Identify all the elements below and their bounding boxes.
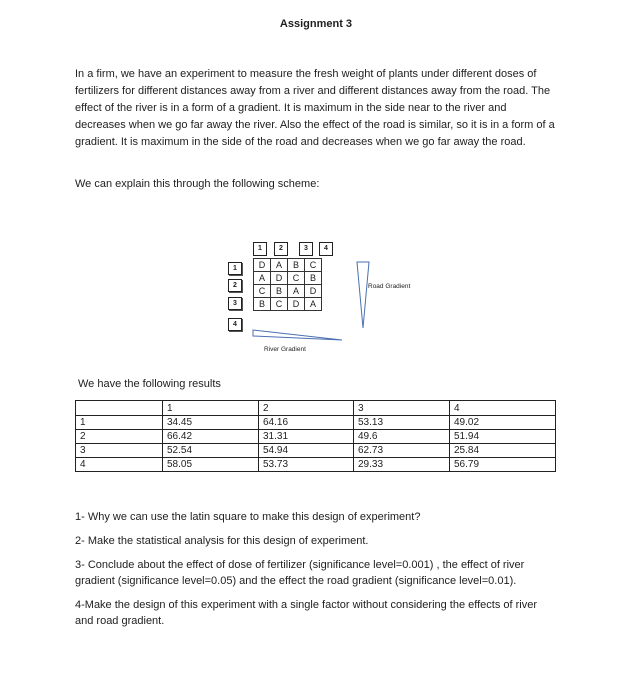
table-row bbox=[76, 430, 556, 444]
road-gradient-label: Road Gradient bbox=[368, 283, 411, 290]
grid-cell: C bbox=[254, 285, 271, 298]
column-header bbox=[76, 401, 163, 416]
column-header: 2 bbox=[259, 401, 354, 416]
river-gradient-wedge bbox=[253, 330, 342, 340]
column-header: 3 bbox=[354, 401, 450, 416]
table-cell: 66.42 bbox=[163, 430, 259, 444]
table-cell: 53.73 bbox=[259, 458, 354, 472]
column-header: 2 bbox=[274, 242, 288, 256]
grid-cell: A bbox=[271, 259, 288, 272]
grid-cell: B bbox=[288, 259, 305, 272]
table-cell: 58.05 bbox=[163, 458, 259, 472]
table-cell: 31.31 bbox=[259, 430, 354, 444]
column-header: 4 bbox=[319, 242, 333, 256]
table-cell: 62.73 bbox=[354, 444, 450, 458]
table-cell: 1 bbox=[76, 416, 163, 430]
table-header-row bbox=[76, 401, 556, 416]
table-cell: 29.33 bbox=[354, 458, 450, 472]
grid-cell: D bbox=[271, 272, 288, 285]
grid-cell: D bbox=[288, 298, 305, 311]
grid-cell: A bbox=[305, 298, 322, 311]
table-cell: 25.84 bbox=[450, 444, 556, 458]
road-gradient-wedge bbox=[357, 262, 369, 328]
questions-list bbox=[75, 509, 555, 637]
table-row bbox=[76, 416, 556, 430]
row-header: 4 bbox=[228, 318, 242, 331]
grid-row bbox=[254, 285, 322, 298]
table-cell: 54.94 bbox=[259, 444, 354, 458]
question-item: 1- Why we can use the latin square to make this design of experiment? bbox=[75, 511, 421, 523]
scheme-lead-text: We can explain this through the following scheme: bbox=[75, 178, 320, 190]
table-cell: 2 bbox=[76, 430, 163, 444]
table-cell: 53.13 bbox=[354, 416, 450, 430]
table-row bbox=[76, 444, 556, 458]
grid-row bbox=[254, 259, 322, 272]
row-header: 3 bbox=[228, 297, 242, 310]
grid-row bbox=[254, 272, 322, 285]
table-cell: 3 bbox=[76, 444, 163, 458]
table-cell: 64.16 bbox=[259, 416, 354, 430]
grid-cell: C bbox=[271, 298, 288, 311]
table-cell: 4 bbox=[76, 458, 163, 472]
grid-cell: A bbox=[254, 272, 271, 285]
table-cell: 51.94 bbox=[450, 430, 556, 444]
column-header: 3 bbox=[299, 242, 313, 256]
grid-cell: B bbox=[271, 285, 288, 298]
grid-cell: C bbox=[305, 259, 322, 272]
table-row bbox=[76, 458, 556, 472]
grid-cell: D bbox=[305, 285, 322, 298]
table-cell: 52.54 bbox=[163, 444, 259, 458]
table-cell: 49.6 bbox=[354, 430, 450, 444]
column-header: 1 bbox=[163, 401, 259, 416]
page-title: Assignment 3 bbox=[279, 18, 353, 30]
row-header: 1 bbox=[228, 262, 242, 275]
grid-row bbox=[254, 298, 322, 311]
question-item: 3- Conclude about the effect of dose of fertilizer (significance level=0.001) , the effect of river gradient (significance level=0.05) and the effect the road gradient (significance level=0.01). bbox=[75, 559, 525, 587]
grid-cell: B bbox=[254, 298, 271, 311]
row-header: 2 bbox=[228, 279, 242, 292]
river-gradient-label: River Gradient bbox=[264, 346, 306, 353]
intro-paragraph: In a firm, we have an experiment to measure the fresh weight of plants under different doses of fertilizers for different distances away from a river and different distances away from the road. The effect of the river is in a form of a gradient. It is maximum in the side near to the river and decreases when we go far away the river. Also the effect of the road is similar, so it is in a form of a gradient. It is maximum in the side of the road and decreases when we go far away the road. bbox=[75, 68, 555, 148]
grid-cell: A bbox=[288, 285, 305, 298]
results-table bbox=[75, 400, 556, 472]
latin-square-grid bbox=[253, 258, 322, 311]
question-item: 4-Make the design of this experiment with a single factor without considering the effects of river and road gradient. bbox=[75, 599, 538, 627]
question-item: 2- Make the statistical analysis for this design of experiment. bbox=[75, 535, 369, 547]
table-cell: 34.45 bbox=[163, 416, 259, 430]
grid-cell: C bbox=[288, 272, 305, 285]
grid-cell: D bbox=[254, 259, 271, 272]
results-label: We have the following results bbox=[78, 378, 221, 390]
grid-cell: B bbox=[305, 272, 322, 285]
column-header: 1 bbox=[253, 242, 267, 256]
table-cell: 49.02 bbox=[450, 416, 556, 430]
table-cell: 56.79 bbox=[450, 458, 556, 472]
column-header: 4 bbox=[450, 401, 556, 416]
